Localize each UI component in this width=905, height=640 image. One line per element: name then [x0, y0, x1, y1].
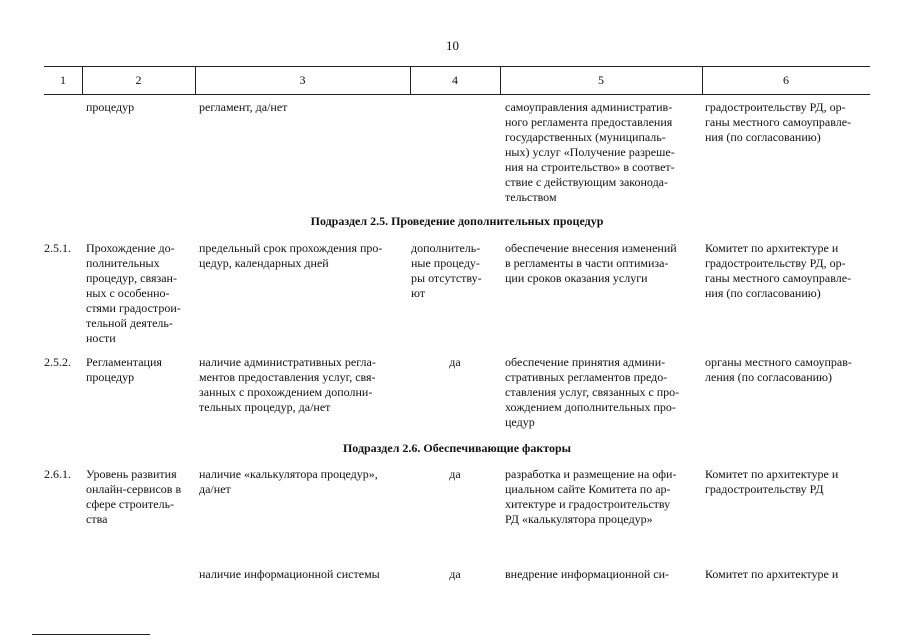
- row-251-col6: [705, 241, 865, 301]
- cell-line: обеспечение внесения изменений: [505, 241, 677, 255]
- row-251-col2: [86, 241, 192, 346]
- row-number: 2.6.1.: [44, 467, 71, 481]
- header-col-3: 3: [299, 73, 306, 87]
- row-262-col5: [505, 567, 699, 582]
- cell-line: ганы местного самоуправле-: [705, 115, 852, 129]
- row-252-col2: [86, 355, 192, 385]
- header-col-4: 4: [452, 73, 458, 87]
- cell-line: органы местного самоуправ-: [705, 355, 852, 369]
- cell-line: хождением дополнительных про-: [505, 400, 676, 414]
- cell-line: цедур, календарных дней: [199, 256, 329, 270]
- cell-line: тельной деятель-: [86, 316, 173, 330]
- cell-line: градостроительству РД, ор-: [705, 256, 846, 270]
- cell-line: градостроительству РД: [705, 482, 824, 496]
- cell-line: процедур: [86, 100, 135, 114]
- cell-line: сфере строитель-: [86, 497, 175, 511]
- cell-line: внедрение информационной си-: [505, 567, 669, 581]
- cell-line: ления (по согласованию): [705, 370, 833, 384]
- row-261-col3: [199, 467, 404, 497]
- cell-line: процедур, связан-: [86, 271, 177, 285]
- cell-line: да: [449, 355, 461, 369]
- row-251-col4: [411, 241, 499, 301]
- section-heading-2-5: Подраздел 2.5. Проведение дополнительных процедур: [310, 214, 604, 228]
- cell-line: регламент, да/нет: [199, 100, 288, 114]
- cell-line: ные процеду-: [411, 256, 480, 270]
- row-252-col6: [705, 355, 865, 385]
- cell-line: да: [449, 467, 461, 481]
- cell-line: Прохождение до-: [86, 241, 175, 255]
- cell-line: Комитет по архитектуре и: [705, 467, 839, 481]
- row-252-col4: [411, 355, 499, 370]
- cell-line: РД «калькулятора процедур»: [505, 512, 653, 526]
- cell-line: стративных регламентов предо-: [505, 370, 668, 384]
- cell-line: тельством: [505, 190, 557, 204]
- row-251-col3: [199, 241, 404, 271]
- cell-line: ства: [86, 512, 108, 526]
- cell-line: стями градострои-: [86, 301, 181, 315]
- header-col-5: 5: [598, 73, 604, 87]
- cell-line: ганы местного самоуправле-: [705, 271, 852, 285]
- cell-line: ного регламента предоставления: [505, 115, 673, 129]
- cell-line: циальном сайте Комитета по ар-: [505, 482, 671, 496]
- cell-line: ных) услуг «Получение разреше-: [505, 145, 675, 159]
- row-252-col5: [505, 355, 699, 430]
- cell-line: ния (по согласованию): [705, 286, 821, 300]
- header-col-1: 1: [60, 73, 66, 87]
- header-col-2: 2: [135, 73, 142, 87]
- cell-line: наличие информационной системы: [199, 567, 380, 581]
- cell-line: полнительных: [86, 256, 160, 270]
- row-number: 2.5.1.: [44, 241, 71, 255]
- row-251-col5: [505, 241, 699, 286]
- header-col-6: 6: [783, 73, 789, 87]
- row-number: 2.5.2.: [44, 355, 71, 369]
- row-262-col3: [199, 567, 404, 582]
- cell-line: цедур: [505, 415, 535, 429]
- cell-line: ры отсутству-: [411, 271, 482, 285]
- page-number: 10: [446, 38, 459, 53]
- cell-line: да: [449, 567, 461, 581]
- cell-line: ствие с действующим законода-: [505, 175, 669, 189]
- cell-line: обеспечение принятия админи-: [505, 355, 666, 369]
- cell-line: ности: [86, 331, 116, 345]
- cell-line: самоуправления административ-: [505, 100, 673, 114]
- footnote-separator: [32, 634, 150, 635]
- cell-line: Регламентация: [86, 355, 162, 369]
- cell-line: Комитет по архитектуре и: [705, 241, 839, 255]
- cell-line: ют: [411, 286, 426, 300]
- cell-line: в регламенты в части оптимиза-: [505, 256, 669, 270]
- cell-line: хитектуре и градостроительству: [505, 497, 671, 511]
- cell-line: наличие административных регла-: [199, 355, 376, 369]
- cell-line: ставления услуг, связанных с про-: [505, 385, 680, 399]
- cell-line: градостроительству РД, ор-: [705, 100, 846, 114]
- cell-line: ния (по согласованию): [705, 130, 821, 144]
- cont-row-col2: [86, 100, 192, 115]
- row-262-col6: [705, 567, 865, 582]
- cell-line: занных с прохождением дополни-: [199, 385, 373, 399]
- cont-row-col6: [705, 100, 865, 145]
- cont-row-col3: [199, 100, 404, 115]
- section-heading-2-6: Подраздел 2.6. Обеспечивающие факторы: [342, 441, 572, 455]
- cell-line: разработка и размещение на офи-: [505, 467, 677, 481]
- row-252-col3: [199, 355, 404, 415]
- cell-line: дополнитель-: [411, 241, 481, 255]
- table-header-row: [44, 66, 870, 95]
- row-261-col2: [86, 467, 192, 527]
- cell-line: тельных процедур, да/нет: [199, 400, 331, 414]
- cell-line: государственных (муниципаль-: [505, 130, 666, 144]
- row-261-col4: [411, 467, 499, 482]
- cell-line: ментов предоставления услуг, свя-: [199, 370, 376, 384]
- cont-row-col5: [505, 100, 699, 205]
- row-261-col5: [505, 467, 699, 527]
- cell-line: процедур: [86, 370, 135, 384]
- cell-line: наличие «калькулятора процедур»,: [199, 467, 378, 481]
- cell-line: Комитет по архитектуре и: [705, 567, 839, 581]
- cell-line: ных с особенно-: [86, 286, 170, 300]
- cell-line: да/нет: [199, 482, 231, 496]
- row-261-col6: [705, 467, 865, 497]
- cell-line: онлайн-сервисов в: [86, 482, 182, 496]
- row-262-col4: [411, 567, 499, 582]
- cell-line: ния на строительство» в соответ-: [505, 160, 675, 174]
- cell-line: ции сроков оказания услуги: [505, 271, 648, 285]
- cell-line: Уровень развития: [86, 467, 177, 481]
- cell-line: предельный срок прохождения про-: [199, 241, 383, 255]
